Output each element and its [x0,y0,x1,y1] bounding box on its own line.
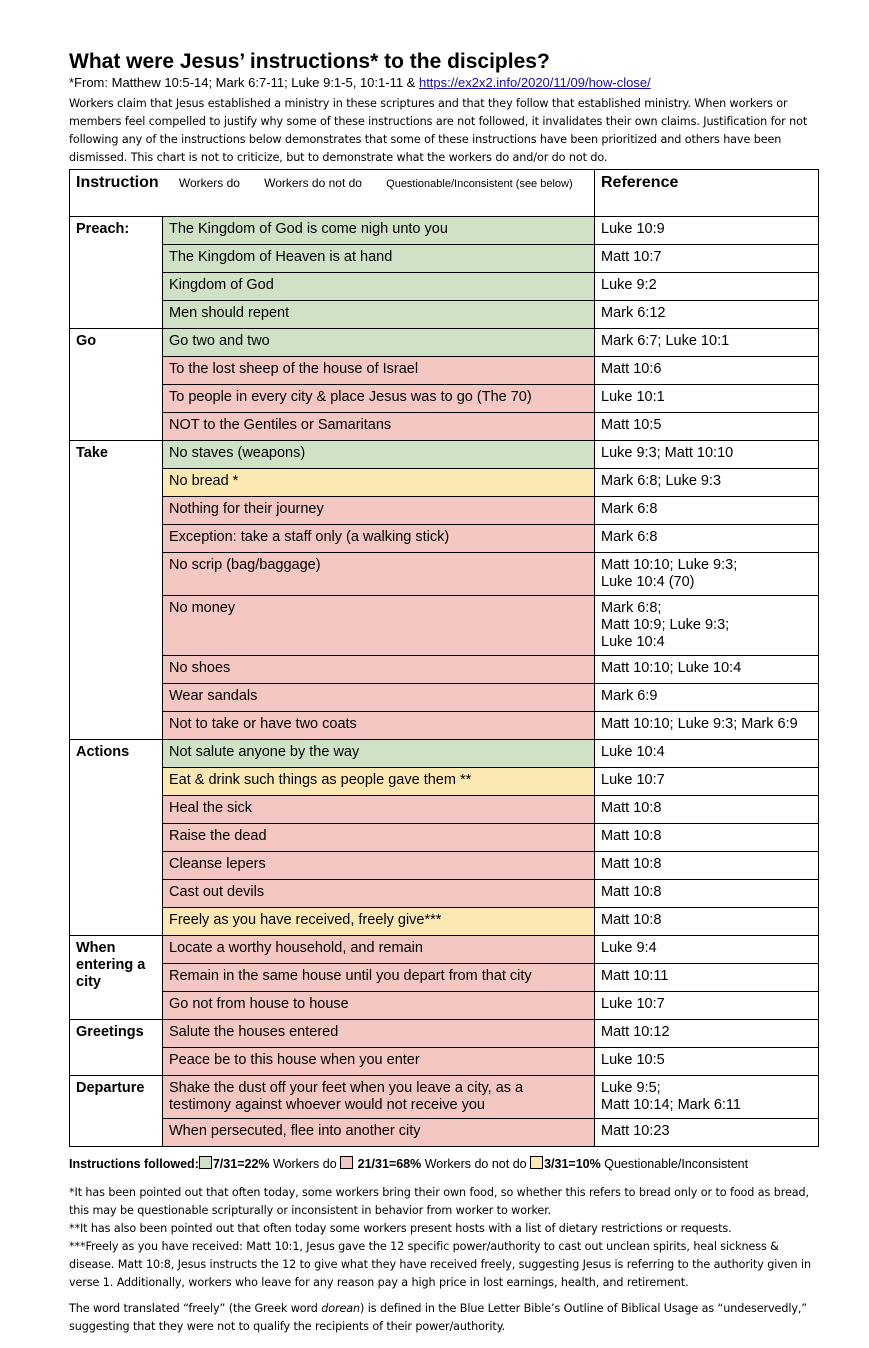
reference-cell: Matt 10:10; Luke 9:3; Mark 6:9 [595,712,819,740]
reference-cell: Matt 10:12 [595,1020,819,1048]
table-row [70,217,819,245]
category-cell: Departure [70,1076,163,1147]
instruction-cell: Eat & drink such things as people gave them ** [163,768,595,796]
instruction-cell: To people in every city & place Jesus was to go (The 70) [163,385,595,413]
reference-cell: Mark 6:8 [595,525,819,553]
table-row [70,1119,819,1147]
footnote-2: **It has also been pointed out that often today some workers present hosts with a list of dietary restrictions or requests. [69,1222,732,1235]
category-cell: Take [70,441,163,740]
page-title: What were Jesus’ instructions* to the disciples? [69,50,550,73]
reference-cell: Luke 9:3; Matt 10:10 [595,441,819,469]
final-note-after: ) is defined in the Blue Letter Bible’s Outline of Biblical Usage as “undeservedly,” suggesting that they were not to qualify the recipients of their power/authority. [69,1302,808,1333]
reference-cell: Luke 10:5 [595,1048,819,1076]
instructions-table [69,169,819,1147]
reference-cell: Matt 10:8 [595,824,819,852]
red-swatch [340,1156,353,1169]
summary-q-stat: 3/31=10% [544,1157,601,1171]
table-row [70,712,819,740]
final-note-before: The word translated “freely” (the Greek word [69,1302,322,1315]
reference-cell: Luke 10:7 [595,768,819,796]
reference-cell: Matt 10:10; Luke 9:3; Luke 10:4 (70) [595,553,819,596]
instruction-cell: Kingdom of God [163,273,595,301]
table-row [70,824,819,852]
reference-cell: Luke 9:4 [595,936,819,964]
reference-cell: Matt 10:10; Luke 10:4 [595,656,819,684]
legend-workers-do: Workers do [178,176,240,190]
reference-cell: Luke 10:9 [595,217,819,245]
table-row [70,525,819,553]
category-cell: Preach: [70,217,163,329]
instruction-cell: Cast out devils [163,880,595,908]
reference-cell: Mark 6:8; Luke 9:3 [595,469,819,497]
table-row [70,301,819,329]
footnote-3: ***Freely as you have received: Matt 10:1, Jesus gave the 12 specific power/authority to cast out unclean spirits, heal sickness & disease. Matt 10:8, Jesus instructs the 12 to give what they have received freely, suggesting Jesus is referring to the authority given in verse 1. Additionally, workers who leave for any reason pay a high price in lost earnings, health, and retirement. [69,1240,811,1289]
intro-paragraph: Workers claim that Jesus established a ministry in these scriptures and that they follow that established ministry. When workers or members feel compelled to justify why some of these instructions are not followed, it invalidates their own claims. Justification for not following any of the instructions below demonstrates that some of these instructions have been prioritized and others have been dismissed. This chart is not to criticize, but to demonstrate what the workers do and/or do not do. [69,97,808,164]
reference-cell: Mark 6:9 [595,684,819,712]
table-row [70,245,819,273]
instruction-cell: Freely as you have received, freely give*** [163,908,595,936]
table-row [70,796,819,824]
table-row [70,441,819,469]
header-reference: Reference [601,174,679,191]
summary-q-label: Questionable/Inconsistent [600,1157,749,1171]
table-row [70,768,819,796]
reference-cell: Matt 10:8 [595,880,819,908]
table-row [70,497,819,525]
reference-cell: Matt 10:8 [595,796,819,824]
instruction-cell: The Kingdom of God is come nigh unto you [163,217,595,245]
table-row [70,656,819,684]
reference-cell: Matt 10:8 [595,852,819,880]
reference-cell: Matt 10:11 [595,964,819,992]
table-row [70,357,819,385]
instruction-cell: No shoes [163,656,595,684]
instruction-cell: Remain in the same house until you depart from that city [163,964,595,992]
instruction-cell: The Kingdom of Heaven is at hand [163,245,595,273]
reference-cell: Luke 9:2 [595,273,819,301]
table-row [70,1020,819,1048]
reference-cell: Matt 10:7 [595,245,819,273]
header-instruction-cell [70,170,595,217]
instruction-cell: Salute the houses entered [163,1020,595,1048]
table-row [70,740,819,768]
source-line [69,75,819,91]
reference-cell: Matt 10:23 [595,1119,819,1147]
legend-questionable: Questionable/Inconsistent (see below) [386,178,573,190]
source-prefix: *From: Matthew 10:5-14; Mark 6:7-11; Luke 9:1-5, 10:1-11 & [69,75,419,90]
reference-cell: Mark 6:8 [595,497,819,525]
reference-cell: Mark 6:7; Luke 10:1 [595,329,819,357]
instruction-cell: Wear sandals [163,684,595,712]
reference-cell: Luke 10:7 [595,992,819,1020]
table-row [70,553,819,596]
final-note-italic: dorean [321,1302,361,1315]
legend-workers-do-not: Workers do not do [264,176,362,190]
table-row [70,413,819,441]
table-row [70,684,819,712]
footnotes [69,1184,819,1336]
document-page [69,50,819,1336]
reference-cell: Matt 10:8 [595,908,819,936]
source-link[interactable]: https://ex2x2.info/2020/11/09/how-close/ [418,75,651,90]
instruction-cell: Heal the sick [163,796,595,824]
category-cell: Go [70,329,163,441]
instruction-cell: Exception: take a staff only (a walking stick) [163,525,595,553]
reference-cell: Mark 6:12 [595,301,819,329]
instruction-cell: Not salute anyone by the way [163,740,595,768]
final-note [69,1300,819,1336]
header-instruction: Instruction [76,174,159,191]
instruction-cell: No staves (weapons) [163,441,595,469]
reference-cell: Matt 10:6 [595,357,819,385]
category-cell: When entering a city [70,936,163,1020]
instruction-cell: Not to take or have two coats [163,712,595,740]
green-swatch [199,1156,212,1169]
instruction-cell: Go two and two [163,329,595,357]
instruction-cell: No scrip (bag/baggage) [163,553,595,596]
summary-not-label: Workers do not do [421,1157,531,1171]
table-row [70,385,819,413]
table-row [70,469,819,497]
instruction-cell: Cleanse lepers [163,852,595,880]
instruction-cell: Men should repent [163,301,595,329]
table-row [70,908,819,936]
instruction-cell: No money [163,596,595,656]
table-row [70,992,819,1020]
table-row [70,329,819,357]
instruction-cell: Peace be to this house when you enter [163,1048,595,1076]
category-cell: Actions [70,740,163,936]
table-row [70,964,819,992]
instruction-cell: Go not from house to house [163,992,595,1020]
instruction-cell: Nothing for their journey [163,497,595,525]
instruction-cell: Raise the dead [163,824,595,852]
table-header-row [70,170,819,217]
category-cell: Greetings [70,1020,163,1076]
reference-cell: Luke 9:5; Matt 10:14; Mark 6:11 [595,1076,819,1119]
table-row [70,880,819,908]
table-row [70,852,819,880]
instruction-cell: When persecuted, flee into another city [163,1119,595,1147]
summary-do-label: Workers do [269,1157,341,1171]
summary-do-stat: 7/31=22% [212,1157,270,1171]
summary-label: Instructions followed: [69,1157,199,1171]
summary-not-stat: 21/31=68% [357,1157,422,1171]
table-row [70,1048,819,1076]
reference-cell: Matt 10:5 [595,413,819,441]
instruction-cell: Locate a worthy household, and remain [163,936,595,964]
table-row [70,273,819,301]
footnote-1: *It has been pointed out that often today, some workers bring their own food, so whether this refers to bread only or to food as bread, this may be questionable scripturally or inconsistent in behavior from worker to worker. [69,1186,809,1217]
instruction-cell: No bread * [163,469,595,497]
reference-cell: Luke 10:1 [595,385,819,413]
instruction-cell: To the lost sheep of the house of Israel [163,357,595,385]
reference-cell: Luke 10:4 [595,740,819,768]
instruction-cell: NOT to the Gentiles or Samaritans [163,413,595,441]
reference-cell: Mark 6:8; Matt 10:9; Luke 9:3; Luke 10:4 [595,596,819,656]
table-row [70,596,819,656]
yellow-swatch [530,1156,543,1169]
table-row [70,1076,819,1119]
header-reference-cell [595,170,819,217]
instruction-cell: Shake the dust off your feet when you leave a city, as a testimony against whoever would not receive you [163,1076,595,1119]
summary-line [69,1156,819,1172]
table-row [70,936,819,964]
